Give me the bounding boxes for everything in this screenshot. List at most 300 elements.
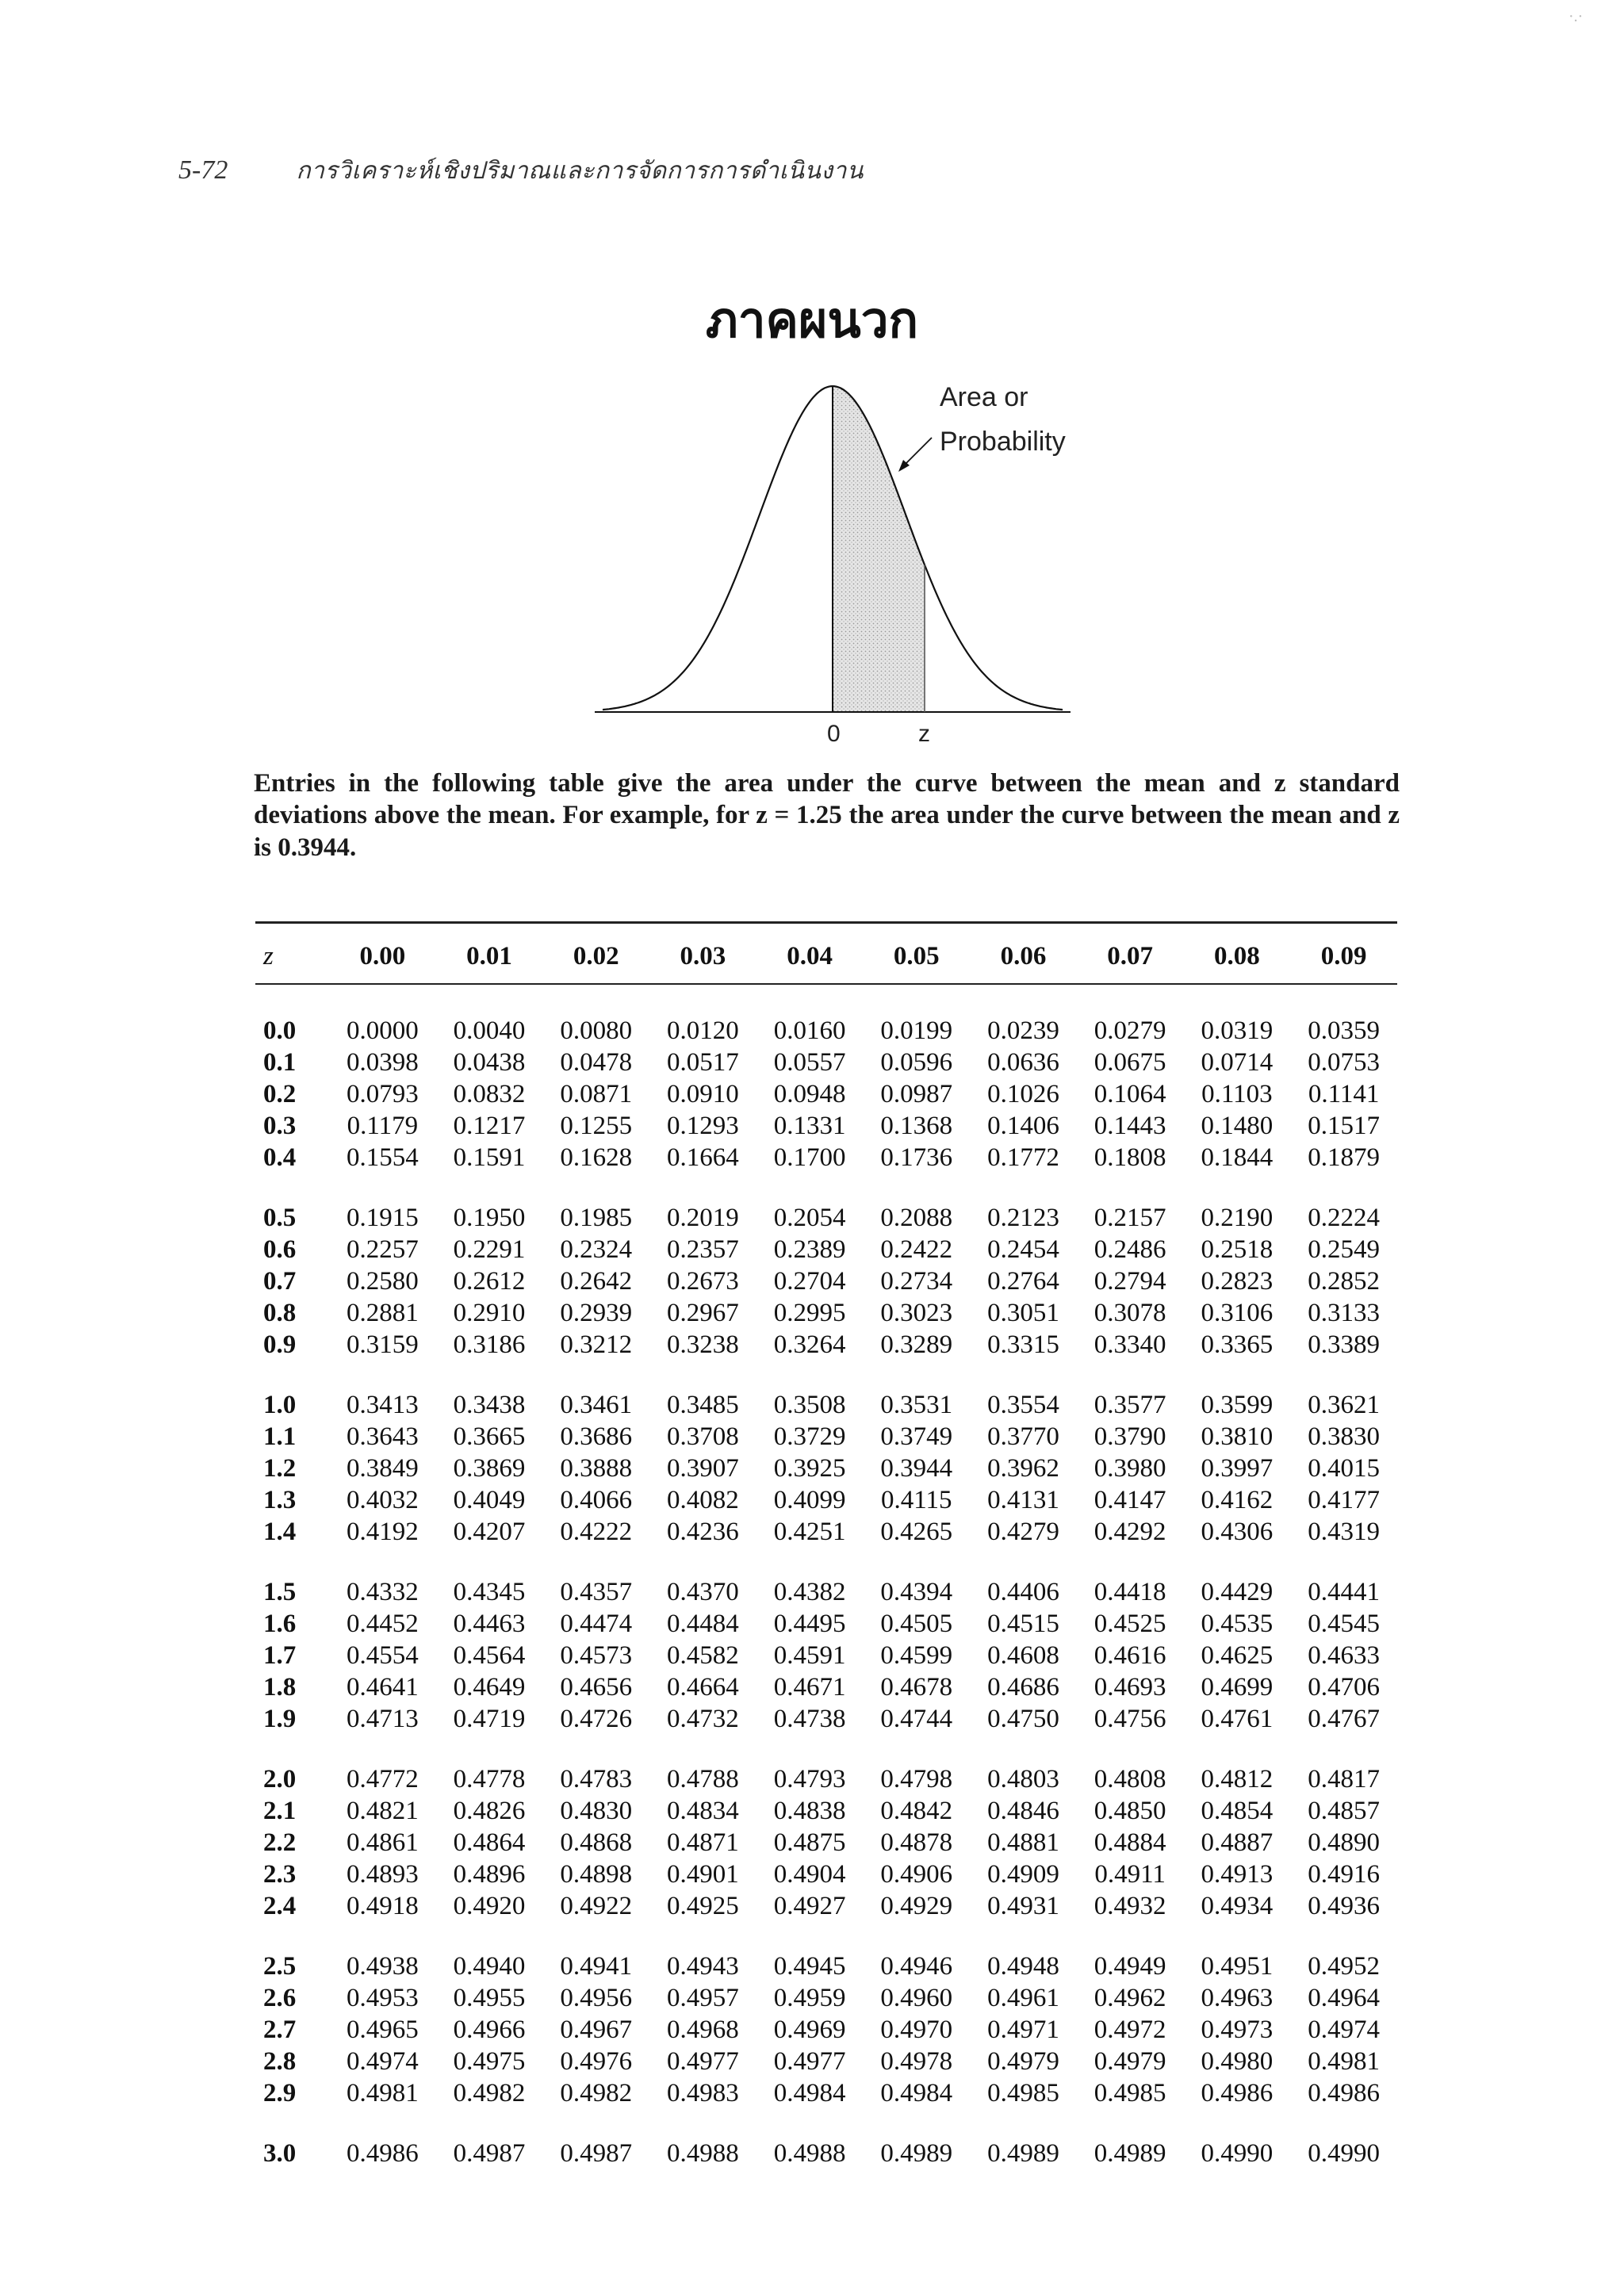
probability-cell: 0.4147 [1094,1485,1166,1514]
probability-cell: 0.4871 [667,1828,739,1857]
probability-cell: 0.1443 [1094,1111,1166,1140]
probability-cell: 0.3729 [773,1422,846,1451]
probability-cell: 0.4945 [773,1951,846,1981]
probability-cell: 0.4984 [773,2078,846,2107]
probability-cell: 0.4798 [880,1764,953,1793]
probability-cell: 0.4955 [453,1983,526,2012]
probability-cell: 0.4916 [1308,1859,1380,1889]
probability-cell: 0.2454 [987,1235,1059,1264]
probability-cell: 0.4616 [1094,1640,1166,1670]
probability-cell: 0.4678 [880,1672,953,1702]
probability-cell: 0.2642 [560,1266,633,1296]
z-value-cell: 1.6 [263,1609,297,1638]
probability-cell: 0.3315 [987,1330,1059,1359]
probability-cell: 0.4463 [453,1609,526,1638]
probability-cell: 0.0517 [667,1047,739,1077]
probability-cell: 0.3485 [667,1390,739,1419]
probability-cell: 0.3888 [560,1453,633,1483]
probability-cell: 0.4969 [773,2015,846,2044]
probability-cell: 0.4979 [1094,2046,1166,2076]
probability-cell: 0.4989 [880,2138,953,2168]
probability-cell: 0.1026 [987,1079,1059,1108]
column-header: 0.09 [1320,941,1367,970]
probability-cell: 0.4656 [560,1672,633,1702]
probability-cell: 0.4936 [1308,1891,1380,1920]
probability-cell: 0.0398 [346,1047,419,1077]
probability-cell: 0.4564 [453,1640,526,1670]
running-head [178,152,864,189]
probability-cell: 0.2123 [987,1203,1059,1232]
probability-cell: 0.2794 [1094,1266,1166,1296]
probability-cell: 0.3264 [773,1330,846,1359]
group-spacer [255,1361,1397,1389]
table-row [255,1142,1397,1173]
probability-cell: 0.4975 [453,2046,526,2076]
probability-cell: 0.4989 [1094,2138,1166,2168]
probability-cell: 0.1406 [987,1111,1059,1140]
probability-cell: 0.1255 [560,1111,633,1140]
probability-cell: 0.4693 [1094,1672,1166,1702]
probability-cell: 0.3708 [667,1422,739,1451]
probability-cell: 0.1664 [667,1143,739,1172]
shaded-area [833,386,925,712]
z-value-cell: 1.1 [263,1422,297,1451]
group-spacer-cell [255,1548,1397,1576]
probability-cell: 0.4861 [346,1828,419,1857]
probability-cell: 0.0199 [880,1016,953,1045]
z-table [255,928,1397,2169]
table-row [255,1047,1397,1078]
probability-cell: 0.1554 [346,1143,419,1172]
probability-cell: 0.4913 [1201,1859,1274,1889]
probability-cell: 0.4582 [667,1640,739,1670]
probability-cell: 0.4265 [880,1517,953,1546]
column-header: 0.00 [359,941,406,970]
probability-cell: 0.4803 [987,1764,1059,1793]
axis-label-zero: 0 [827,721,841,747]
table-row [255,1576,1397,1608]
probability-cell: 0.4904 [773,1859,846,1889]
column-header: 0.02 [573,941,619,970]
probability-cell: 0.3133 [1308,1298,1380,1327]
z-value-cell: 2.7 [263,2015,297,2044]
probability-cell: 0.2324 [560,1235,633,1264]
z-value-cell: 0.6 [263,1235,297,1264]
probability-cell: 0.4788 [667,1764,739,1793]
probability-cell: 0.0596 [880,1047,953,1077]
group-spacer [255,1173,1397,1202]
probability-cell: 0.4049 [453,1485,526,1514]
probability-cell: 0.0319 [1201,1016,1274,1045]
probability-cell: 0.4893 [346,1859,419,1889]
probability-cell: 0.4817 [1308,1764,1380,1793]
probability-cell: 0.0675 [1094,1047,1166,1077]
table-row [255,1484,1397,1516]
probability-cell: 0.3599 [1201,1390,1274,1419]
z-value-cell: 0.8 [263,1298,297,1327]
probability-cell: 0.2486 [1094,1235,1166,1264]
probability-cell: 0.0478 [560,1047,633,1077]
probability-cell: 0.4756 [1094,1704,1166,1733]
probability-cell: 0.3944 [880,1453,953,1483]
probability-cell: 0.4922 [560,1891,633,1920]
table-row [255,1202,1397,1234]
probability-cell: 0.4981 [1308,2046,1380,2076]
probability-cell: 0.3643 [346,1422,419,1451]
z-column-header: z [263,941,274,970]
probability-cell: 0.4767 [1308,1704,1380,1733]
probability-cell: 0.4842 [880,1796,953,1825]
probability-cell: 0.4932 [1094,1891,1166,1920]
probability-cell: 0.1517 [1308,1111,1380,1140]
probability-cell: 0.4671 [773,1672,846,1702]
table-row [255,2014,1397,2046]
probability-cell: 0.4878 [880,1828,953,1857]
probability-cell: 0.0714 [1201,1047,1274,1077]
probability-cell: 0.4525 [1094,1609,1166,1638]
probability-cell: 0.4901 [667,1859,739,1889]
z-table-body [255,985,1397,2169]
probability-cell: 0.0753 [1308,1047,1380,1077]
group-spacer-cell [255,2109,1397,2138]
probability-cell: 0.4976 [560,2046,633,2076]
probability-cell: 0.1179 [347,1111,419,1140]
probability-cell: 0.4382 [773,1577,846,1606]
probability-cell: 0.3830 [1308,1422,1380,1451]
probability-cell: 0.2549 [1308,1235,1380,1264]
probability-cell: 0.4987 [453,2138,526,2168]
probability-cell: 0.4881 [987,1828,1059,1857]
probability-cell: 0.4920 [453,1891,526,1920]
probability-cell: 0.0160 [773,1016,846,1045]
probability-cell: 0.4931 [987,1891,1059,1920]
probability-cell: 0.4986 [1308,2078,1380,2107]
probability-cell: 0.4971 [987,2015,1059,2044]
z-value-cell: 1.7 [263,1640,297,1670]
probability-cell: 0.0557 [773,1047,846,1077]
probability-cell: 0.3621 [1308,1390,1380,1419]
probability-cell: 0.1293 [667,1111,739,1140]
probability-cell: 0.4032 [346,1485,419,1514]
probability-cell: 0.4505 [880,1609,953,1638]
probability-cell: 0.3770 [987,1422,1059,1451]
probability-cell: 0.2224 [1308,1203,1380,1232]
probability-cell: 0.4706 [1308,1672,1380,1702]
table-row [255,1015,1397,1047]
probability-cell: 0.3212 [560,1330,633,1359]
table-row [255,1703,1397,1735]
probability-cell: 0.4162 [1201,1485,1274,1514]
probability-cell: 0.1950 [453,1203,526,1232]
probability-cell: 0.4857 [1308,1796,1380,1825]
probability-cell: 0.2764 [987,1266,1059,1296]
table-top-rule [255,921,1397,924]
probability-cell: 0.1700 [773,1143,846,1172]
probability-cell: 0.0438 [453,1047,526,1077]
probability-cell: 0.4625 [1201,1640,1274,1670]
appendix-title: ภาคผนวก [705,291,919,349]
table-row [255,1329,1397,1361]
probability-cell: 0.4981 [346,2078,419,2107]
probability-cell: 0.4986 [1201,2078,1274,2107]
group-spacer [255,1922,1397,1950]
table-row [255,1453,1397,1484]
probability-cell: 0.4850 [1094,1796,1166,1825]
probability-cell: 0.3186 [453,1330,526,1359]
probability-cell: 0.2939 [560,1298,633,1327]
z-value-cell: 2.8 [263,2046,297,2076]
probability-cell: 0.0910 [667,1079,739,1108]
probability-cell: 0.4988 [773,2138,846,2168]
probability-cell: 0.2910 [453,1298,526,1327]
table-row [255,2077,1397,2109]
table-row [255,1110,1397,1142]
probability-cell: 0.1808 [1094,1143,1166,1172]
z-value-cell: 0.7 [263,1266,297,1296]
probability-cell: 0.4986 [346,2138,419,2168]
probability-cell: 0.4925 [667,1891,739,1920]
probability-cell: 0.2704 [773,1266,846,1296]
probability-cell: 0.4177 [1308,1485,1380,1514]
probability-cell: 0.1985 [560,1203,633,1232]
probability-cell: 0.4406 [987,1577,1059,1606]
probability-cell: 0.2019 [667,1203,739,1232]
probability-cell: 0.4967 [560,2015,633,2044]
table-row [255,1763,1397,1795]
z-value-cell: 0.1 [263,1047,297,1077]
probability-cell: 0.3340 [1094,1330,1166,1359]
probability-cell: 0.4429 [1201,1577,1274,1606]
probability-cell: 0.4599 [880,1640,953,1670]
z-value-cell: 2.6 [263,1983,297,2012]
probability-cell: 0.4474 [560,1609,633,1638]
probability-cell: 0.4990 [1308,2138,1380,2168]
z-value-cell: 0.2 [263,1079,297,1108]
probability-cell: 0.4066 [560,1485,633,1514]
probability-cell: 0.4826 [453,1796,526,1825]
probability-cell: 0.0040 [453,1016,526,1045]
probability-cell: 0.2054 [773,1203,846,1232]
z-value-cell: 1.8 [263,1672,297,1702]
probability-cell: 0.4983 [667,2078,739,2107]
probability-cell: 0.2612 [453,1266,526,1296]
column-header: 0.01 [466,941,512,970]
probability-cell: 0.4545 [1308,1609,1380,1638]
group-spacer [255,2109,1397,2138]
probability-cell: 0.0793 [346,1079,419,1108]
probability-cell: 0.4699 [1201,1672,1274,1702]
probability-cell: 0.4972 [1094,2015,1166,2044]
probability-cell: 0.4963 [1201,1983,1274,2012]
probability-cell: 0.4573 [560,1640,633,1670]
column-header-row [255,928,1397,985]
probability-cell: 0.3907 [667,1453,739,1483]
probability-cell: 0.4115 [881,1485,952,1514]
probability-cell: 0.3438 [453,1390,526,1419]
probability-cell: 0.4984 [880,2078,953,2107]
column-header: 0.04 [787,941,833,970]
probability-cell: 0.4772 [346,1764,419,1793]
probability-cell: 0.3106 [1201,1298,1274,1327]
probability-cell: 0.3980 [1094,1453,1166,1483]
probability-cell: 0.4719 [453,1704,526,1733]
probability-cell: 0.1879 [1308,1143,1380,1172]
probability-cell: 0.4846 [987,1796,1059,1825]
z-value-cell: 0.0 [263,1016,297,1045]
probability-cell: 0.4943 [667,1951,739,1981]
table-row [255,1671,1397,1703]
z-value-cell: 0.9 [263,1330,297,1359]
probability-cell: 0.4713 [346,1704,419,1733]
probability-cell: 0.1480 [1201,1111,1274,1140]
probability-cell: 0.4961 [987,1983,1059,2012]
probability-cell: 0.3790 [1094,1422,1166,1451]
table-row [255,1389,1397,1421]
probability-cell: 0.4982 [560,2078,633,2107]
probability-cell: 0.3365 [1201,1330,1274,1359]
probability-cell: 0.2157 [1094,1203,1166,1232]
probability-cell: 0.4207 [453,1517,526,1546]
probability-cell: 0.4633 [1308,1640,1380,1670]
probability-cell: 0.4099 [773,1485,846,1514]
probability-cell: 0.2881 [346,1298,419,1327]
table-row [255,1265,1397,1297]
probability-cell: 0.2190 [1201,1203,1274,1232]
probability-cell: 0.4949 [1094,1951,1166,1981]
z-value-cell: 3.0 [263,2138,297,2168]
probability-cell: 0.4292 [1094,1517,1166,1546]
table-row [255,1516,1397,1548]
probability-cell: 0.3997 [1201,1453,1274,1483]
probability-cell: 0.4974 [1308,2015,1380,2044]
probability-cell: 0.4974 [346,2046,419,2076]
probability-cell: 0.4664 [667,1672,739,1702]
probability-cell: 0.2734 [880,1266,953,1296]
probability-cell: 0.4987 [560,2138,633,2168]
probability-cell: 0.4953 [346,1983,419,2012]
probability-cell: 0.4732 [667,1704,739,1733]
group-spacer [255,1548,1397,1576]
probability-cell: 0.4738 [773,1704,846,1733]
column-header: 0.07 [1107,941,1154,970]
table-row [255,1234,1397,1265]
probability-cell: 0.4962 [1094,1983,1166,2012]
z-value-cell: 0.5 [263,1203,297,1232]
probability-cell: 0.4934 [1201,1891,1274,1920]
table-row [255,1950,1397,1982]
normal-curve-figure [587,373,1158,753]
probability-cell: 0.3869 [453,1453,526,1483]
probability-cell: 0.4649 [453,1672,526,1702]
probability-cell: 0.3051 [987,1298,1059,1327]
probability-cell: 0.4896 [453,1859,526,1889]
probability-cell: 0.2088 [880,1203,953,1232]
probability-cell: 0.2580 [346,1266,419,1296]
probability-cell: 0.4515 [987,1609,1059,1638]
probability-cell: 0.4884 [1094,1828,1166,1857]
probability-cell: 0.1628 [560,1143,633,1172]
table-row [255,1795,1397,1827]
probability-cell: 0.4608 [987,1640,1059,1670]
probability-cell: 0.4980 [1201,2046,1274,2076]
z-value-cell: 2.3 [263,1859,297,1889]
probability-cell: 0.4989 [987,2138,1059,2168]
column-header: 0.05 [893,941,940,970]
probability-cell: 0.4952 [1308,1951,1380,1981]
probability-cell: 0.0080 [560,1016,633,1045]
probability-cell: 0.4868 [560,1828,633,1857]
probability-cell: 0.3413 [346,1390,419,1419]
probability-cell: 0.4988 [667,2138,739,2168]
probability-cell: 0.4279 [987,1517,1059,1546]
probability-cell: 0.3159 [346,1330,419,1359]
probability-cell: 0.0871 [560,1079,633,1108]
probability-cell: 0.4535 [1201,1609,1274,1638]
z-value-cell: 1.5 [263,1577,297,1606]
probability-cell: 0.4979 [987,2046,1059,2076]
table-row [255,1827,1397,1859]
probability-cell: 0.2995 [773,1298,846,1327]
probability-cell: 0.2389 [773,1235,846,1264]
probability-cell: 0.4591 [773,1640,846,1670]
probability-cell: 0.0359 [1308,1016,1380,1045]
group-spacer [255,985,1397,1015]
probability-cell: 0.1103 [1201,1079,1273,1108]
probability-cell: 0.4938 [346,1951,419,1981]
probability-cell: 0.3531 [880,1390,953,1419]
probability-cell: 0.4345 [453,1577,526,1606]
z-value-cell: 0.4 [263,1143,297,1172]
probability-cell: 0.4965 [346,2015,419,2044]
probability-cell: 0.4973 [1201,2015,1274,2044]
probability-cell: 0.4251 [773,1517,846,1546]
table-row [255,1890,1397,1922]
probability-cell: 0.4956 [560,1983,633,2012]
probability-cell: 0.4236 [667,1517,739,1546]
probability-cell: 0.0279 [1094,1016,1166,1045]
probability-cell: 0.0832 [453,1079,526,1108]
table-row [255,1297,1397,1329]
probability-cell: 0.4978 [880,2046,953,2076]
table-row [255,1982,1397,2014]
z-value-cell: 1.3 [263,1485,297,1514]
probability-cell: 0.2967 [667,1298,739,1327]
probability-cell: 0.3925 [773,1453,846,1483]
probability-cell: 0.4306 [1201,1517,1274,1546]
probability-cell: 0.3289 [880,1330,953,1359]
probability-cell: 0.3238 [667,1330,739,1359]
probability-cell: 0.2852 [1308,1266,1380,1296]
probability-cell: 0.4319 [1308,1517,1380,1546]
probability-cell: 0.4370 [667,1577,739,1606]
probability-cell: 0.4131 [987,1485,1059,1514]
probability-cell: 0.3749 [880,1422,953,1451]
probability-cell: 0.4960 [880,1983,953,2012]
probability-cell: 0.1736 [880,1143,953,1172]
probability-cell: 0.4964 [1308,1983,1380,2012]
probability-cell: 0.3686 [560,1422,633,1451]
probability-cell: 0.4968 [667,2015,739,2044]
probability-cell: 0.1141 [1308,1079,1380,1108]
table-row [255,1859,1397,1890]
probability-cell: 0.2422 [880,1235,953,1264]
scan-mark: ·.· [1568,8,1584,25]
probability-cell: 0.0000 [346,1016,419,1045]
probability-cell: 0.1217 [453,1111,526,1140]
probability-cell: 0.3849 [346,1453,419,1483]
z-value-cell: 1.9 [263,1704,297,1733]
probability-cell: 0.4966 [453,2015,526,2044]
